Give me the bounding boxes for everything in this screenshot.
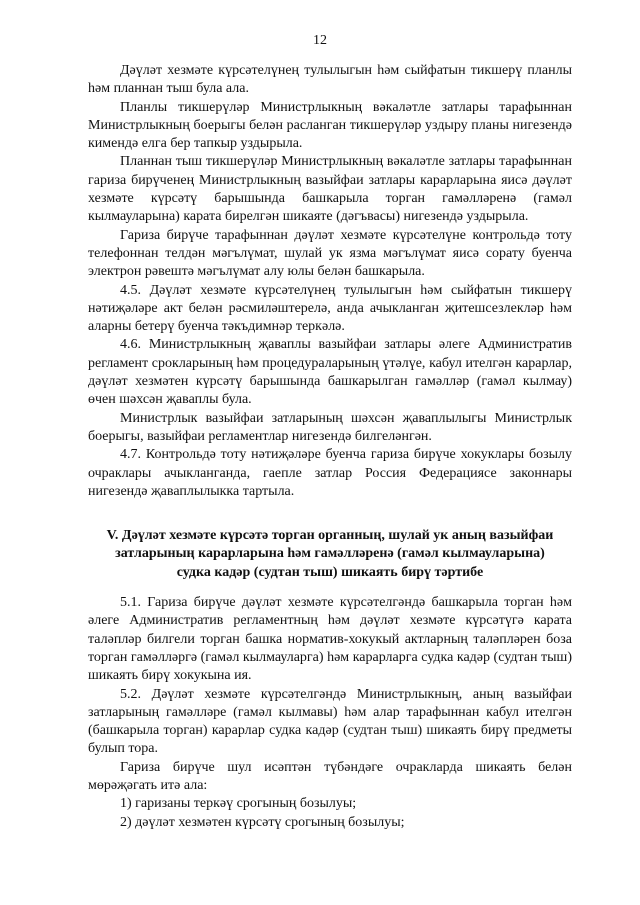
paragraph: 4.6. Министрлыкның җаваплы вазыйфаи затлары әлеге Административ регламент срокларының һәм процедураларының үтәлүе, кабул ителгән карарлар, дәүләт хезмәтен күрсәтү барышында башкарылган гамәлләр (гамәл кылмау) өчен шәхсән җаваплы була. <box>88 337 572 408</box>
paragraph: Министрлык вазыйфаи затларының шәхсән җаваплылыгы Министрлык боерыгы, вазыйфаи регламентлар нигезендә билгеләнгән. <box>88 410 572 444</box>
paragraph: 4.5. Дәүләт хезмәте күрсәтелүнең тулылыгын һәм сыйфатын тикшерү нәтиҗәләре акт белән рәсмиләштерелә, анда ачыкланган җитешсезлекләр һәм аларны бетерү буенча тәкъдимнәр теркәлә. <box>88 282 572 335</box>
document-body <box>88 62 572 832</box>
list-item: 1) гаризаны теркәү срогының бозылуы; <box>120 796 357 812</box>
paragraph: Дәүләт хезмәте күрсәтелүнең тулылыгын һәм сыйфатын тикшерү планлы һәм планнан тыш була ала. <box>88 63 572 97</box>
list-item: 2) дәүләт хезмәтен күрсәтү срогының бозылуы; <box>120 814 405 830</box>
paragraph: Планлы тикшерүләр Министрлыкның вәкаләтле затлары тарафыннан Министрлыкның боерыгы белән расланган тикшерүләр уздыру планы нигезендә кимендә елга бер тапкыр уздырыла. <box>88 99 572 152</box>
paragraph: 5.1. Гариза бирүче дәүләт хезмәте күрсәтелгәндә башкарыла торган һәм әлеге Административ регламентның һәм дәүләт хезмәте күрсәтүгә карата таләпләр билгели торган башка норматив-хокукый актларның таләпләрен боза торган гамәлләргә (гамәл кылмауларга) һәм карарларга судка кадәр (судтан тыш) шикаять бирү хокукына ия. <box>88 595 572 684</box>
paragraph: Гариза бирүче тарафыннан дәүләт хезмәте күрсәтелүне контрольдә тоту телефоннан телдән мәгълүмат, шулай ук язма мәгълүмат яисә сорату буенча электрон рәвештә мәгълүмат алу юлы белән башкарыла. <box>88 227 572 280</box>
section-heading: V. Дәүләт хезмәте күрсәтә торган органның, шулай ук аның вазыйфаи затларының карарларына һәм гамәлләренә (гамәл кылмауларына) судка кадәр (судтан тыш) шикаять бирү тәртибе <box>106 528 554 580</box>
paragraph: 5.2. Дәүләт хезмәте күрсәтелгәндә Министрлыкның, аның вазыйфаи затларының гамәлләре (гамәл кылмавы) һәм алар тарафыннан кабул ителгән (башкарыла торган) карарлар судка кадәр (судтан тыш) шикаять бирү предметы булып тора. <box>88 686 572 757</box>
paragraph: Гариза бирүче шул исәптән түбәндәге очракларда шикаять белән мөрәҗәгать итә ала: <box>88 759 572 793</box>
paragraph: Планнан тыш тикшерүләр Министрлыкның вәкаләтле затлары тарафыннан гариза бирүченең Министрлыкның вазыйфаи затлары карарларына яисә дәүләт хезмәте күрсәтү барышында башкарыла торган гамәлләренә (гамәл кылмауларына) карата бирелгән шикаяте (дәгъвасы) нигезендә уздырыла. <box>88 154 572 225</box>
paragraph: 4.7. Контрольдә тоту нәтиҗәләре буенча гариза бирүче хокуклары бозылу очраклары ачыкланганда, гаепле затлар Россия Федерациясе законнары нигезендә җаваплылыкка тартыла. <box>88 447 572 499</box>
page-number: 12 <box>313 33 327 48</box>
